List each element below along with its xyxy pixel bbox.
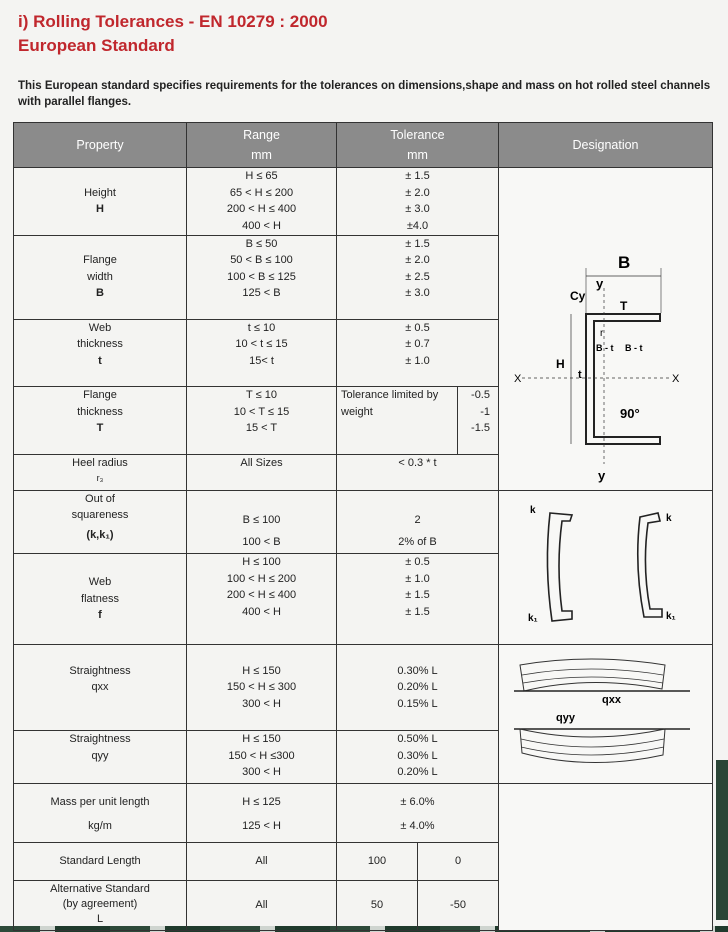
property-name: Heel radius (72, 457, 128, 470)
range-value: 150 < H ≤ 300 (226, 681, 297, 694)
property-symbol: T (96, 422, 104, 435)
range-value: 400 < H (242, 605, 281, 618)
tolerance-cell (337, 168, 499, 236)
property-name: Straightness (69, 733, 131, 746)
property-cell (14, 731, 187, 783)
property-symbol: qyy (91, 749, 109, 762)
background-photo-edge (716, 760, 728, 920)
property-cell (14, 490, 187, 554)
property-name: thickness (77, 405, 123, 418)
range-value: H ≤ 150 (242, 664, 281, 677)
range-value: 200 < H ≤ 400 (226, 203, 297, 215)
property-symbol: qxx (91, 681, 109, 694)
label-t: t (577, 369, 582, 381)
property-symbol: t (98, 354, 102, 367)
channel-section-svg (500, 168, 712, 484)
property-cell (14, 235, 187, 319)
range-value: 125 < H (242, 819, 281, 832)
property-symbol: B (96, 287, 104, 300)
header-tolerance (337, 123, 499, 168)
tolerance-value: ± 1.5 (405, 605, 430, 618)
property-cell (14, 387, 187, 455)
label-k1-left: k₁ (527, 612, 538, 624)
label-k1-right: k₁ (665, 610, 676, 622)
tolerance-cell: < 0.3 * t (337, 455, 499, 490)
tolerance-value: ± 0.5 (405, 556, 430, 569)
range-value: 50 < B ≤ 100 (230, 254, 293, 267)
property-name: Out of (85, 492, 115, 505)
property-cell (14, 319, 187, 387)
range-cell (187, 168, 337, 236)
header-designation: Designation (499, 123, 713, 168)
range-cell: All Sizes (187, 455, 337, 490)
range-cell (187, 319, 337, 387)
property-cell (14, 645, 187, 731)
tolerance-value: -1 (480, 405, 490, 418)
tolerance-cell (337, 235, 499, 319)
range-value: 15 < T (245, 422, 278, 435)
tolerance-cell (337, 490, 499, 554)
tolerance-values (457, 387, 498, 454)
squareness-flatness-diagram (499, 490, 713, 645)
label-r: r (599, 328, 603, 339)
tolerance-value: 0.15% L (397, 697, 438, 710)
range-value: 100 < B (242, 535, 281, 548)
tolerance-table (13, 122, 713, 931)
property-cell: Standard Length (14, 842, 187, 880)
range-cell: All (187, 880, 337, 930)
header-range (187, 123, 337, 168)
property-symbol: (k,k₁) (86, 528, 114, 541)
tolerance-value: 2 (414, 513, 421, 526)
tolerance-minus: -50 (417, 881, 498, 930)
range-cell (187, 387, 337, 455)
property-cell (14, 880, 187, 930)
range-value: 300 < H (242, 697, 281, 710)
table-row-straightness-qxx (14, 645, 713, 731)
tolerance-cell (337, 880, 499, 930)
range-value: B ≤ 100 (242, 513, 281, 526)
tolerance-value: ± 1.0 (405, 572, 430, 585)
tolerance-value: 0.50% L (397, 733, 438, 746)
property-symbol: r₃ (96, 472, 104, 483)
range-value: 125 < B (242, 287, 281, 300)
range-value: 150 < H ≤300 (228, 749, 295, 762)
range-value: 400 < H (242, 219, 281, 232)
tolerance-value: ± 2.0 (405, 254, 430, 267)
tolerance-cell (337, 783, 499, 842)
tolerance-value: ± 1.0 (405, 354, 430, 367)
range-value: B ≤ 50 (245, 237, 278, 250)
property-symbol: H (96, 203, 104, 216)
tolerance-value: ± 1.5 (405, 237, 430, 250)
tolerance-value: 2% of B (398, 535, 437, 548)
tolerance-value: ± 0.5 (405, 321, 430, 334)
straightness-diagram (499, 645, 713, 784)
range-cell (187, 554, 337, 645)
property-cell (14, 455, 187, 490)
label-x-right: X (671, 373, 679, 385)
range-value: H ≤ 150 (242, 733, 281, 746)
range-value: 10 < t ≤ 15 (235, 338, 288, 351)
tolerance-cell (337, 387, 499, 455)
range-value: H ≤ 125 (242, 795, 281, 808)
label-T: T (619, 299, 627, 313)
tolerance-note: Tolerance limited by weight (341, 389, 439, 418)
range-value: 100 < H ≤ 200 (226, 572, 297, 585)
range-cell (187, 783, 337, 842)
tolerance-value: ±4.0 (406, 219, 429, 232)
property-name: flatness (81, 592, 119, 605)
range-cell (187, 235, 337, 319)
range-value: 100 < B ≤ 125 (227, 270, 296, 283)
tolerance-value: 0.20% L (397, 766, 438, 779)
label-k-left: k (529, 504, 536, 516)
range-cell (187, 731, 337, 783)
tolerance-plus: 50 (370, 898, 384, 911)
table-row-out-of-squareness (14, 490, 713, 554)
tolerance-value: ± 4.0% (400, 819, 435, 832)
empty-designation-cell (499, 783, 713, 930)
label-Cy: Cy (569, 289, 585, 303)
label-x-left: X (513, 373, 521, 385)
property-symbol: f (98, 609, 102, 622)
tolerance-value: ± 6.0% (400, 795, 435, 808)
range-value: 15< t (249, 354, 274, 367)
label-90deg: 90° (619, 406, 640, 421)
range-value: 200 < H ≤ 400 (226, 589, 297, 602)
tolerance-value: ± 2.0 (405, 186, 430, 199)
tolerance-cell (337, 842, 499, 880)
property-cell (14, 168, 187, 236)
tolerance-value: -1.5 (471, 422, 490, 435)
label-bt-right: B - t (624, 343, 642, 353)
label-y-bottom: y (597, 468, 605, 483)
tolerance-cell (337, 554, 499, 645)
tolerance-value: ± 1.5 (405, 170, 430, 182)
property-name: Height (84, 186, 116, 199)
label-k-right: k (665, 512, 672, 524)
range-value: t ≤ 10 (247, 321, 276, 334)
property-name: thickness (77, 338, 123, 351)
squareness-svg (500, 491, 712, 639)
tolerance-cell (337, 645, 499, 731)
label-B: B (617, 253, 630, 272)
tolerance-value: ± 3.0 (405, 287, 430, 300)
range-value: H ≤ 100 (242, 556, 281, 569)
channel-section-diagram (499, 168, 713, 491)
tolerance-cell (337, 731, 499, 783)
property-name: width (87, 270, 113, 283)
property-symbol: L (96, 912, 104, 925)
property-cell (14, 783, 187, 842)
property-name: Straightness (69, 664, 131, 677)
tolerance-plus: 100 (367, 854, 387, 867)
subtitle-line: European Standard (18, 36, 175, 55)
property-name: Flange (83, 389, 117, 402)
range-value: H ≤ 65 (245, 170, 278, 182)
table-row-height (14, 168, 713, 236)
property-unit: kg/m (88, 819, 112, 832)
range-cell (187, 490, 337, 554)
property-name: Alternative Standard (50, 882, 150, 895)
label-y-top: y (595, 276, 603, 291)
property-name: Web (88, 321, 112, 334)
label-qxx: qxx (601, 694, 621, 706)
tolerance-value: -0.5 (471, 389, 490, 402)
header-row (14, 123, 713, 168)
range-value: 300 < H (242, 766, 281, 779)
intro-paragraph: This European standard specifies requirements for the tolerances on dimensions,shape and mass on hot rolled steel channels with parallel flanges. (18, 80, 711, 108)
property-cell (14, 554, 187, 645)
tolerance-value: 0.20% L (397, 681, 438, 694)
straightness-svg (500, 645, 712, 777)
tolerance-value: 0.30% L (397, 749, 438, 762)
label-H: H (555, 357, 565, 371)
tolerance-value: ± 3.0 (405, 203, 430, 215)
label-bt-left: B - t (595, 343, 613, 353)
range-value: 65 < H ≤ 200 (229, 186, 294, 199)
tolerance-value: ± 2.5 (405, 270, 430, 283)
property-name: squareness (71, 509, 129, 521)
range-cell (187, 645, 337, 731)
property-name: Mass per unit length (50, 795, 150, 808)
tolerance-unit: mm (407, 148, 428, 162)
property-name: Web (88, 576, 112, 589)
range-value: T ≤ 10 (246, 389, 277, 402)
tolerance-label: Tolerance (390, 128, 445, 142)
page-title (18, 10, 328, 58)
range-unit: mm (251, 148, 272, 162)
range-label: Range (243, 128, 280, 142)
range-value: 10 < T ≤ 15 (233, 405, 290, 418)
property-name: (by agreement) (62, 897, 138, 910)
title-line: i) Rolling Tolerances - EN 10279 : 2000 (18, 12, 328, 31)
table-row-mass (14, 783, 713, 842)
header-property: Property (14, 123, 187, 168)
label-qyy: qyy (555, 712, 575, 724)
tolerance-value: ± 0.7 (405, 338, 430, 351)
tolerance-cell (337, 319, 499, 387)
range-cell: All (187, 842, 337, 880)
tolerance-minus: 0 (417, 843, 498, 880)
property-name: Flange (83, 254, 117, 267)
tolerance-value: ± 1.5 (405, 589, 430, 602)
tolerance-value: 0.30% L (397, 664, 438, 677)
